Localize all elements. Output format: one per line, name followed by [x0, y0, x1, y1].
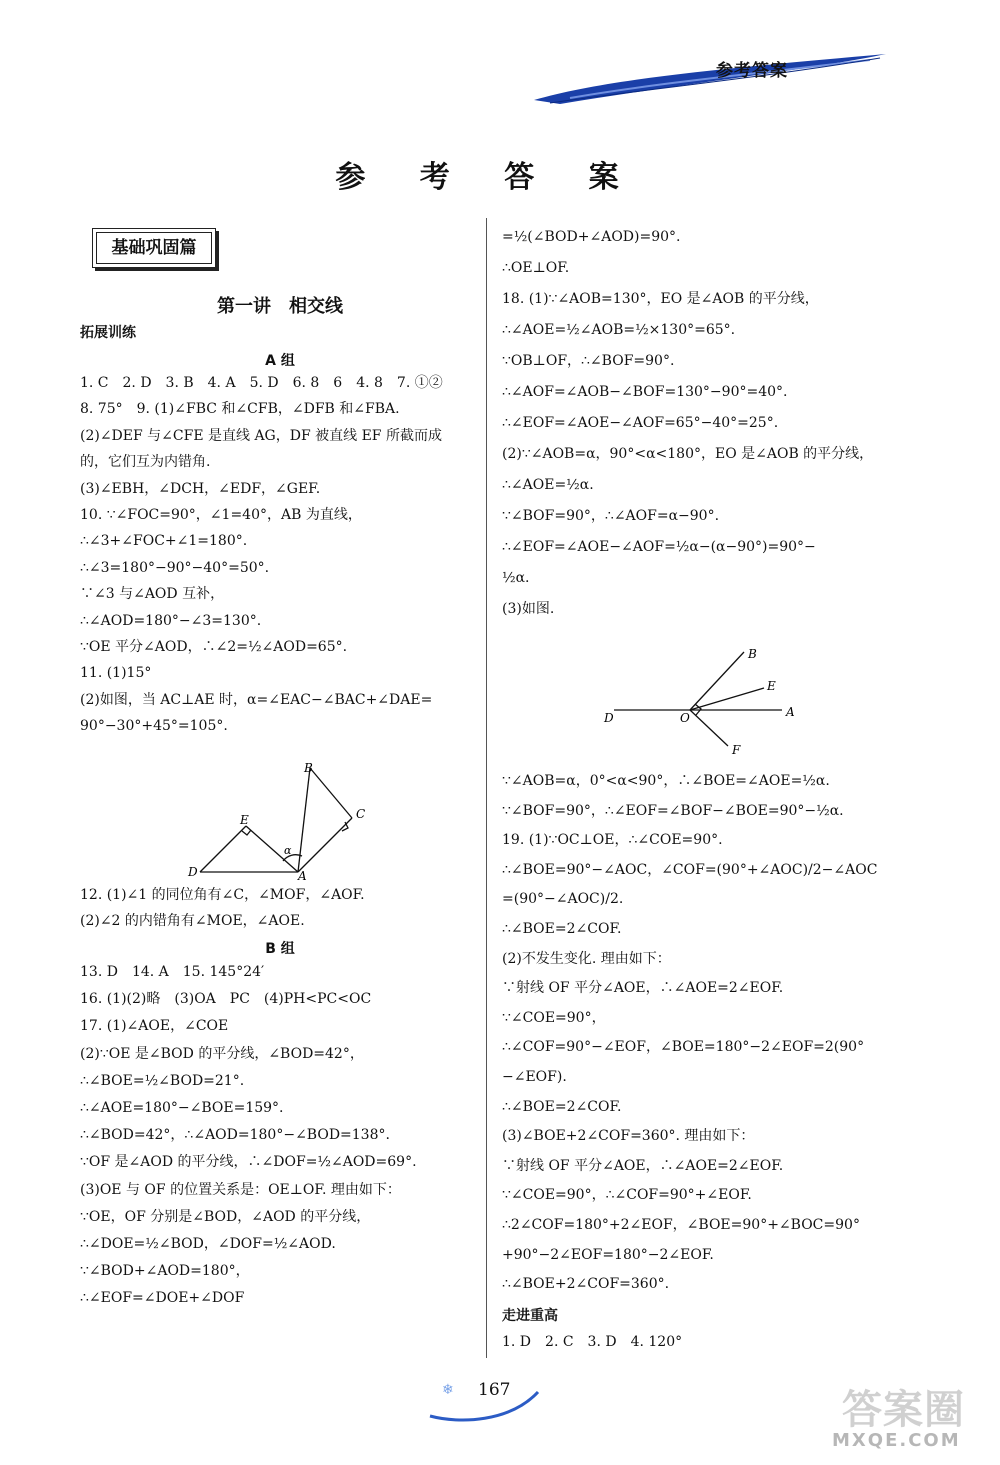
answer-line: ∴∠BOE=½∠BOD=21°. — [80, 1072, 245, 1089]
answer-line: 18. (1)∵∠AOB=130°，EO 是∠AOB 的平分线， — [502, 291, 819, 307]
answer-line: ∵∠BOF=90°，∴∠AOF=α−90°. — [502, 508, 720, 524]
answer-line: ∵∠BOF=90°，∴∠EOF=∠BOF−∠BOE=90°−½α. — [502, 802, 844, 819]
fig1-label-d: D — [188, 865, 198, 879]
answer-line: +90°−2∠EOF=180°−2∠EOF. — [502, 1246, 714, 1263]
answer-line: 13. D 14. A 15. 145°24′ — [80, 964, 265, 980]
answer-line: ∵∠COE=90°，∴∠COF=90°+∠EOF. — [502, 1187, 752, 1204]
answer-line: ∴∠BOE=2∠COF. — [502, 921, 622, 937]
answer-line: (2)∠2 的内错角有∠MOE，∠AOE. — [80, 913, 305, 929]
answer-line: (2)∠DEF 与∠CFE 是直线 AG，DF 被直线 EF 所截而成 — [80, 427, 442, 444]
section-label: 基础巩固篇 — [96, 232, 212, 264]
answer-line: ∵射线 OF 平分∠AOE，∴∠AOE=2∠EOF. — [502, 980, 784, 997]
answer-line: ∴∠BOE+2∠COF=360°. — [502, 1276, 670, 1293]
column-divider — [486, 218, 487, 1358]
figure-triangles — [180, 756, 380, 886]
fig2-label-a: A — [786, 705, 795, 719]
answer-line: ∵∠3 与∠AOD 互补， — [80, 586, 225, 603]
answer-line: ∵OB⊥OF，∴∠BOF=90°. — [502, 353, 675, 369]
answer-line: ∴∠AOE=½∠AOB=½×130°=65°. — [502, 322, 736, 338]
header-label: 参考答案 — [716, 61, 788, 81]
answer-line: ∴∠3=180°−90°−40°=50°. — [80, 559, 270, 576]
answer-line: (2)∵OE 是∠BOD 的平分线，∠BOD=42°， — [80, 1045, 364, 1062]
answer-line: ∴∠3+∠FOC+∠1=180°. — [80, 533, 248, 550]
page-number: 167 — [478, 1380, 511, 1400]
training-heading: 拓展训练 — [80, 325, 136, 341]
answer-line: (2)不发生变化. 理由如下： — [502, 950, 671, 967]
group-b-heading: B 组 — [265, 941, 295, 957]
answer-line: 16. (1)(2)略 (3)OA PC (4)PH<PC<OC — [80, 991, 372, 1008]
answer-line: 90°−30°+45°=105°. — [80, 718, 228, 735]
answer-line: ∴∠BOE=2∠COF. — [502, 1098, 622, 1115]
answer-line: ∴∠COF=90°−∠EOF，∠BOE=180°−2∠EOF=2(90° — [502, 1039, 865, 1056]
section-box — [92, 228, 216, 268]
fig1-label-c: C — [356, 807, 366, 821]
figure-rays — [594, 646, 804, 756]
answer-line: (2)如图，当 AC⊥AE 时，α=∠EAC−∠BAC+∠DAE= — [80, 691, 433, 708]
fig1-label-b: B — [304, 761, 313, 775]
fig2-label-b: B — [748, 647, 757, 661]
answer-line: 11. (1)15° — [80, 665, 152, 682]
answer-line: 8. 75° 9. (1)∠FBC 和∠CFB，∠DFB 和∠FBA. — [80, 401, 400, 418]
advance-answers: 1. D 2. C 3. D 4. 120° — [502, 1334, 683, 1350]
advance-heading: 走进重高 — [502, 1308, 558, 1324]
answer-line: (3)如图. — [502, 601, 555, 617]
answer-line: ∵∠COE=90°， — [502, 1009, 606, 1026]
answer-line: 17. (1)∠AOE，∠COE — [80, 1018, 229, 1035]
page-title: 参 考 答 案 — [335, 160, 641, 195]
answer-line: 的，它们互为内错角. — [80, 454, 211, 471]
answer-line: ∴∠AOE=180°−∠BOE=159°. — [80, 1100, 284, 1116]
fig2-label-f: F — [732, 743, 741, 756]
answer-line: (2)∵∠AOB=α，90°<α<180°，EO 是∠AOB 的平分线， — [502, 446, 874, 462]
answer-line: 19. (1)∵OC⊥OE，∴∠COE=90°. — [502, 832, 723, 849]
answer-line: ∴∠EOF=∠AOE−∠AOF=½α−(α−90°)=90°− — [502, 539, 816, 555]
answer-line: ∵∠AOB=α，0°<α<90°，∴∠BOE=∠AOE=½α. — [502, 773, 830, 789]
answer-line: ∴∠BOE=90°−∠AOC，∠COF=(90°+∠AOC)/2−∠AOC — [502, 861, 878, 878]
watermark-bottom: MXQE.COM — [832, 1430, 961, 1451]
answer-line: ∴∠AOD=180°−∠3=130°. — [80, 612, 262, 629]
lesson-title: 第一讲 相交线 — [217, 296, 343, 317]
answer-line: ∴∠AOF=∠AOB−∠BOF=130°−90°=40°. — [502, 384, 788, 400]
answer-line: 1. C 2. D 3. B 4. A 5. D 6. 8 6 4. 8 7. ①② — [80, 375, 443, 391]
group-a-heading: A 组 — [265, 353, 295, 369]
answer-line: =(90°−∠AOC)/2. — [502, 891, 624, 908]
fig1-label-a: A — [298, 869, 307, 883]
answer-line: (3)∠BOE+2∠COF=360°. 理由如下： — [502, 1128, 755, 1145]
answer-line: 12. (1)∠1 的同位角有∠C，∠MOF，∠AOF. — [80, 887, 365, 903]
answer-line: (3)OE 与 OF 的位置关系是：OE⊥OF. 理由如下： — [80, 1181, 401, 1198]
answer-line: =½(∠BOD+∠AOD)=90°. — [502, 229, 681, 245]
answer-line: ∵∠BOD+∠AOD=180°， — [80, 1263, 250, 1280]
answer-line: −∠EOF). — [502, 1069, 567, 1085]
fig2-label-e: E — [767, 679, 776, 693]
answer-line: ∴∠EOF=∠DOE+∠DOF — [80, 1290, 245, 1307]
answer-line: ½α. — [502, 570, 530, 586]
answer-line: ∴∠DOE=½∠BOD，∠DOF=½∠AOD. — [80, 1236, 336, 1252]
fig1-label-e: E — [240, 813, 249, 827]
answer-line: 10. ∵∠FOC=90°，∠1=40°，AB 为直线， — [80, 507, 362, 523]
watermark-top: 答案圈 — [842, 1387, 965, 1433]
answer-line: ∴∠EOF=∠AOE−∠AOF=65°−40°=25°. — [502, 415, 779, 431]
answer-line: ∴2∠COF=180°+2∠EOF，∠BOE=90°+∠BOC=90° — [502, 1217, 860, 1233]
answer-line: ∵OE，OF 分别是∠BOD，∠AOD 的平分线， — [80, 1208, 371, 1225]
fig2-label-o: O — [680, 711, 690, 725]
header-decoration — [530, 48, 890, 108]
answer-line: ∴OE⊥OF. — [502, 260, 570, 276]
answer-line: ∴∠AOE=½α. — [502, 477, 594, 493]
answer-line: (3)∠EBH，∠DCH，∠EDF，∠GEF. — [80, 480, 321, 497]
svg-text:❄: ❄ — [442, 1382, 454, 1398]
fig2-label-d: D — [604, 711, 614, 725]
answer-line: ∵OF 是∠AOD 的平分线，∴∠DOF=½∠AOD=69°. — [80, 1154, 417, 1171]
fig1-label-alpha: α — [284, 844, 292, 857]
answer-line: ∵射线 OF 平分∠AOE，∴∠AOE=2∠EOF. — [502, 1157, 784, 1174]
answer-line: ∵OE 平分∠AOD，∴∠2=½∠AOD=65°. — [80, 639, 348, 655]
answer-line: ∴∠BOD=42°，∴∠AOD=180°−∠BOD=138°. — [80, 1127, 390, 1144]
